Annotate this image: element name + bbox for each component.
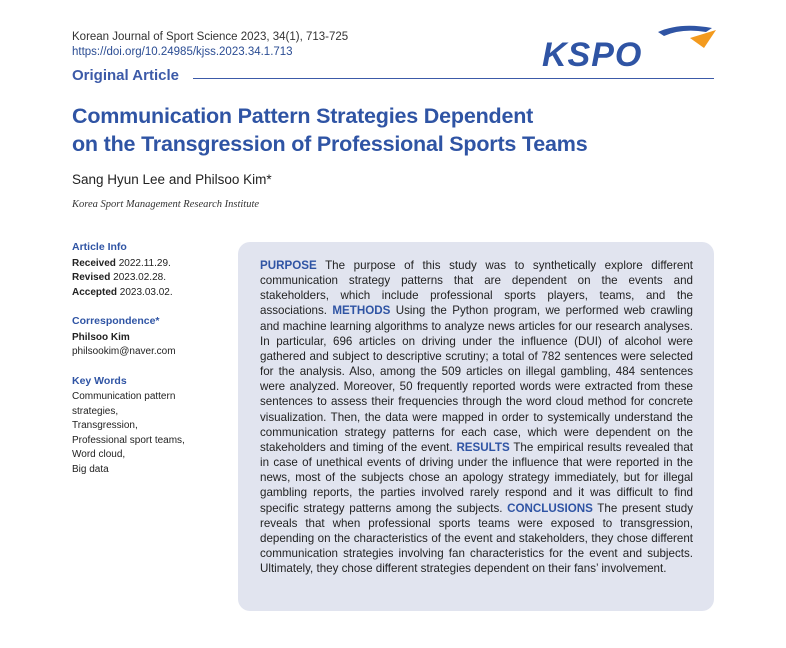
keyword-item: Transgression,: [72, 420, 138, 431]
article-title: [72, 102, 672, 158]
journal-citation: Korean Journal of Sport Science 2023, 34(1), 713-725: [72, 31, 349, 43]
authors: Sang Hyun Lee and Philsoo Kim*: [72, 172, 272, 187]
results-text: The empirical results revealed that in case of unethical events of driving under the influence that were reported in the news, most of the subjects chose an apology strategy immediately, but for illegal gambling reports, the parties involved rarely respond and it was difficult to find specific strategy patterns among the subjects.: [260, 440, 694, 515]
methods-text: Using the Python program, we performed web crawling and machine learning algorithms to analyze news articles for our research analyses. In particular, 696 articles on driving under the influence (DUI) of alcohol were gathered and subject to descriptive scrutiny; a total of 782 sentences were selected for the analysis. Also, among the 509 articles on illegal gambling, 484 sentences were analyzed. Moreover, 50 frequently reported words were extracted from these sentences to assess their frequencies through the word cloud method for concrete visualization. Then, the data were mapped in order to systemically understand the communication strategy patterns for each case, which were dependent on the stakeholders and timing of the event.: [260, 304, 693, 454]
keyword-item: Word cloud,: [72, 449, 126, 460]
abstract: [260, 258, 693, 576]
correspondence: [72, 314, 232, 360]
keywords-heading: Key Words: [72, 374, 127, 387]
article-info: [72, 240, 232, 300]
revised-date: Revised 2023.02.28.: [72, 272, 166, 283]
logo-text: KSPO: [542, 36, 643, 74]
methods-label: METHODS: [332, 304, 391, 318]
journal-header: [72, 30, 348, 60]
title-line: Communication Pattern Strategies Dependent: [72, 104, 534, 128]
purpose-text: The purpose of this study was to synthetically explore different communication strategy patterns that are dependent on the events and stakeholders, which include professional sports players, teams, and the associations.: [260, 259, 693, 318]
kspo-logo: [540, 22, 720, 74]
conclusions-text: The present study reveals that when professional sports teams were exposed to transgression, depending on the characteristics of the event and stakeholders, they chose different communication strategies involving fan characteristics for the event and subjects. Ultimately, they chose different strategies dependent on their fans’ involvement.: [260, 501, 693, 576]
correspondence-heading: Correspondence*: [72, 315, 160, 327]
results-label: RESULTS: [456, 440, 510, 454]
keyword-item: Professional sport teams,: [72, 434, 185, 446]
purpose-label: PURPOSE: [260, 259, 317, 272]
keyword-item: Big data: [72, 463, 109, 475]
correspondence-email[interactable]: philsookim@naver.com: [72, 346, 176, 357]
keywords: [72, 374, 232, 478]
title-line: on the Transgression of Professional Sports Teams: [72, 132, 588, 156]
article-info-heading: Article Info: [72, 241, 127, 253]
article-type: Original Article: [72, 67, 179, 84]
affiliation: Korea Sport Management Research Institute: [72, 199, 260, 210]
keyword-item: strategies,: [72, 405, 119, 417]
header-rule: [193, 78, 714, 79]
received-date: Received 2022.11.29.: [72, 257, 171, 269]
conclusions-label: CONCLUSIONS: [507, 501, 593, 515]
correspondence-name: Philsoo Kim: [72, 331, 130, 343]
accepted-date: Accepted 2023.03.02.: [72, 286, 173, 298]
sidebar: [72, 240, 232, 491]
doi-link[interactable]: https://doi.org/10.24985/kjss.2023.34.1.713: [72, 46, 293, 58]
keyword-item: Communication pattern: [72, 391, 176, 402]
